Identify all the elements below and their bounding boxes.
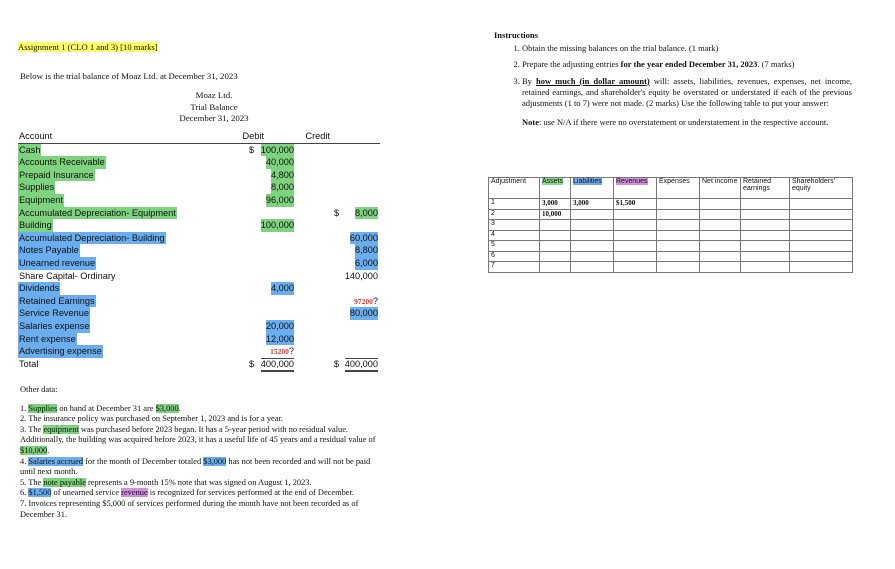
assets-cell[interactable] xyxy=(540,220,571,231)
net-income-cell[interactable] xyxy=(700,199,741,210)
question-mark: ? xyxy=(288,346,294,357)
account-name: Dividends xyxy=(19,283,60,294)
account-name: Cash xyxy=(19,144,41,155)
table-row xyxy=(18,345,380,358)
expenses-cell[interactable] xyxy=(657,209,700,220)
answer-row xyxy=(489,230,853,241)
debit-value: 400,000 xyxy=(261,358,294,372)
instructions-title: Instructions xyxy=(494,30,538,40)
liabilities-cell[interactable] xyxy=(571,220,614,231)
assets-cell[interactable] xyxy=(540,251,571,262)
table-row xyxy=(18,270,380,283)
answer-table-body xyxy=(489,199,853,273)
dollar-sign: $ xyxy=(249,358,255,369)
table-row xyxy=(18,207,380,220)
account-name: Retained Earnings xyxy=(19,295,95,306)
instruction-2: 2. Prepare the adjusting entries for the year ended December 31, 2023. (7 marks) xyxy=(522,59,852,70)
col-revenues: Revenues xyxy=(614,178,657,199)
net-income-cell[interactable] xyxy=(700,241,741,252)
instructions xyxy=(492,30,852,133)
adjustment-number: 2 xyxy=(489,209,540,220)
answer-row xyxy=(489,209,853,220)
answer-table xyxy=(488,177,853,273)
liabilities-cell[interactable] xyxy=(571,262,614,273)
answer-row xyxy=(489,262,853,273)
statement-date: December 31, 2023 xyxy=(179,113,249,123)
revenues-cell[interactable] xyxy=(614,220,657,231)
retained-earnings-cell[interactable] xyxy=(741,199,790,210)
net-income-cell[interactable] xyxy=(700,251,741,262)
adjustment-number: 1 xyxy=(489,199,540,210)
header-account: Account xyxy=(19,131,53,141)
revenues-cell[interactable] xyxy=(614,209,657,220)
account-name: Share Capital- Ordinary xyxy=(19,270,116,281)
answer-row xyxy=(489,251,853,262)
revenues-cell[interactable] xyxy=(614,262,657,273)
assets-cell[interactable] xyxy=(540,241,571,252)
shareholders-equity-cell[interactable] xyxy=(790,199,853,210)
assets-cell[interactable] xyxy=(540,262,571,273)
other-data-item: 5. The note payable represents a 9-month 15% note that was signed on August 1, 2023. xyxy=(20,477,312,487)
col-expenses: Expenses xyxy=(657,178,700,199)
account-name: Building xyxy=(19,220,52,231)
expenses-cell[interactable] xyxy=(657,220,700,231)
statement-name: Trial Balance xyxy=(190,101,238,112)
expenses-cell[interactable] xyxy=(657,241,700,252)
col-adjustment: Adjustment xyxy=(489,178,540,199)
assets-cell[interactable]: 10,000 xyxy=(540,209,571,220)
shareholders-equity-cell[interactable] xyxy=(790,230,853,241)
liabilities-cell[interactable]: 3,000 xyxy=(571,199,614,210)
account-name: Equipment xyxy=(19,194,63,205)
credit-value: 80,000 xyxy=(349,308,378,319)
other-data-item: 6. $1,500 of unearned service revenue is recognized for services performed at the end of December. xyxy=(20,488,354,498)
debit-value: 8,000 xyxy=(271,182,294,193)
answer-table-header xyxy=(489,178,853,199)
missing-debit: 15200 xyxy=(270,347,289,357)
dollar-sign: $ xyxy=(334,207,340,218)
account-name: Total xyxy=(19,358,39,369)
credit-value: 400,000 xyxy=(345,358,378,372)
retained-earnings-cell[interactable] xyxy=(741,220,790,231)
adjustment-number: 5 xyxy=(489,241,540,252)
shareholders-equity-cell[interactable] xyxy=(790,251,853,262)
trial-balance-table xyxy=(18,130,380,370)
adjustment-number: 7 xyxy=(489,262,540,273)
table-row xyxy=(18,257,380,270)
table-row xyxy=(18,320,380,333)
assets-cell[interactable] xyxy=(540,230,571,241)
account-name: Advertising expense xyxy=(19,346,102,357)
table-row xyxy=(18,144,380,157)
col-retained-earnings: Retained earnings xyxy=(741,178,790,199)
header-credit: Credit xyxy=(305,131,330,141)
debit-value: 100,000 xyxy=(260,144,294,155)
table-header-row xyxy=(18,130,380,144)
answer-row xyxy=(489,220,853,231)
table-row xyxy=(18,194,380,207)
other-data-item: 2. The insurance policy was purchased on September 1, 2023 and is for a year. xyxy=(20,414,283,424)
debit-value: 40,000 xyxy=(265,157,294,168)
net-income-cell[interactable] xyxy=(700,209,741,220)
net-income-cell[interactable] xyxy=(700,262,741,273)
table-row xyxy=(18,358,380,371)
account-name: Unearned revenue xyxy=(19,257,96,268)
expenses-cell[interactable] xyxy=(657,251,700,262)
answer-row xyxy=(489,199,853,210)
account-name: Accounts Receivable xyxy=(19,157,105,168)
retained-earnings-cell[interactable] xyxy=(741,209,790,220)
company-name: Moaz Ltd. xyxy=(195,90,233,100)
expenses-cell[interactable] xyxy=(657,262,700,273)
account-name: Accumulated Depreciation- Equipment xyxy=(19,207,176,218)
revenues-cell[interactable] xyxy=(614,230,657,241)
adjustment-number: 6 xyxy=(489,251,540,262)
table-row xyxy=(18,244,380,257)
shareholders-equity-cell[interactable] xyxy=(790,262,853,273)
debit-value: 96,000 xyxy=(265,194,294,205)
instructions-list xyxy=(492,43,852,128)
table-row xyxy=(18,156,380,169)
debit-value: 100,000 xyxy=(260,220,294,231)
debit-value xyxy=(270,345,294,359)
instruction-1: 1. Obtain the missing balances on the trial balance. (1 mark) xyxy=(522,43,852,54)
other-data xyxy=(20,385,380,520)
liabilities-cell[interactable] xyxy=(571,241,614,252)
debit-value: 20,000 xyxy=(265,320,294,331)
other-data-item: 4. Salaries accrued for the month of December totaled $3,000 has not been recorded and will not be paid until next month. xyxy=(20,456,371,477)
credit-value: 8,800 xyxy=(355,245,378,256)
statement-heading xyxy=(140,90,288,125)
account-name: Notes Payable xyxy=(19,245,79,256)
revenues-cell[interactable]: $1,500 xyxy=(614,199,657,210)
other-data-item: 1. Supplies on hand at December 31 are $3,000. xyxy=(20,403,181,413)
col-liabilities: Liabilities xyxy=(571,178,614,199)
account-name: Accumulated Depreciation- Building xyxy=(19,232,165,243)
shareholders-equity-cell[interactable] xyxy=(790,220,853,231)
debit-value: 4,800 xyxy=(271,169,294,180)
other-data-list xyxy=(20,404,380,521)
retained-earnings-cell[interactable] xyxy=(741,251,790,262)
table-row xyxy=(18,333,380,346)
credit-value: 60,000 xyxy=(349,232,378,243)
liabilities-cell[interactable] xyxy=(571,230,614,241)
expenses-cell[interactable] xyxy=(657,230,700,241)
adjustment-number: 4 xyxy=(489,230,540,241)
question-mark: ? xyxy=(372,295,378,306)
table-row xyxy=(18,219,380,232)
other-data-title: Other data: xyxy=(20,385,58,394)
table-row xyxy=(18,232,380,245)
table-row xyxy=(18,295,380,308)
credit-value: 140,000 xyxy=(344,270,378,281)
credit-value xyxy=(354,295,378,309)
credit-value: 6,000 xyxy=(355,257,378,268)
col-assets: Assets xyxy=(540,178,571,199)
account-name: Prepaid Insurance xyxy=(19,169,94,180)
other-data-item: 3. The equipment was purchased before 2023 began. It has a 5-year period with no residual value. Additionally, the building was acquired before 2023, it has a useful life of 45 years and a residual value of $10,000. xyxy=(20,424,376,455)
debit-value: 4,000 xyxy=(271,283,294,294)
account-name: Supplies xyxy=(19,182,55,193)
account-name: Service Revenue xyxy=(19,308,89,319)
retained-earnings-cell[interactable] xyxy=(741,241,790,252)
liabilities-cell[interactable] xyxy=(571,251,614,262)
table-row xyxy=(18,181,380,194)
net-income-cell[interactable] xyxy=(700,230,741,241)
account-name: Salaries expense xyxy=(19,320,90,331)
table-body xyxy=(18,144,380,371)
answer-row xyxy=(489,241,853,252)
revenues-cell[interactable] xyxy=(614,251,657,262)
account-name: Rent expense xyxy=(19,333,76,344)
table-row xyxy=(18,307,380,320)
instruction-3: 3. By how much (in dollar amount) will: assets, liabilities, revenues, expenses, net income, retained earnings, and shareholder's equity be overstated or understated if each of the previous adjustments (1 to 7) were not made. (2 marks) Use the following table to put your answer: Note: use N/A if there were no overstatement or understatement in the respective account. xyxy=(522,76,852,129)
table-row xyxy=(18,282,380,295)
missing-credit: 97200 xyxy=(354,296,373,306)
retained-earnings-cell[interactable] xyxy=(741,262,790,273)
instruction-note: Note: use N/A if there were no overstatement or understatement in the respective account. xyxy=(522,117,829,128)
table-row xyxy=(18,169,380,182)
assets-cell[interactable]: 3,000 xyxy=(540,199,571,210)
expenses-cell[interactable] xyxy=(657,199,700,210)
shareholders-equity-cell[interactable] xyxy=(790,241,853,252)
retained-earnings-cell[interactable] xyxy=(741,230,790,241)
revenues-cell[interactable] xyxy=(614,241,657,252)
dollar-sign: $ xyxy=(249,144,255,155)
intro-text: Below is the trial balance of Moaz Ltd. at December 31, 2023 xyxy=(20,71,238,81)
header-debit: Debit xyxy=(242,131,264,141)
net-income-cell[interactable] xyxy=(700,220,741,231)
other-data-item: 7. Invoices representing $5,000 of services performed during the month have not been recorded as of December 31. xyxy=(20,498,359,519)
assignment-header: Assignment 1 (CLO 1 and 3) [10 marks] xyxy=(18,42,158,52)
credit-value: 8,000 xyxy=(355,207,378,218)
col-shareholders-equity: Shareholders' equity xyxy=(790,178,853,199)
col-net-income: Net income xyxy=(700,178,741,199)
liabilities-cell[interactable] xyxy=(571,209,614,220)
debit-value: 12,000 xyxy=(265,333,294,344)
shareholders-equity-cell[interactable] xyxy=(790,209,853,220)
adjustment-number: 3 xyxy=(489,220,540,231)
dollar-sign: $ xyxy=(334,358,340,369)
